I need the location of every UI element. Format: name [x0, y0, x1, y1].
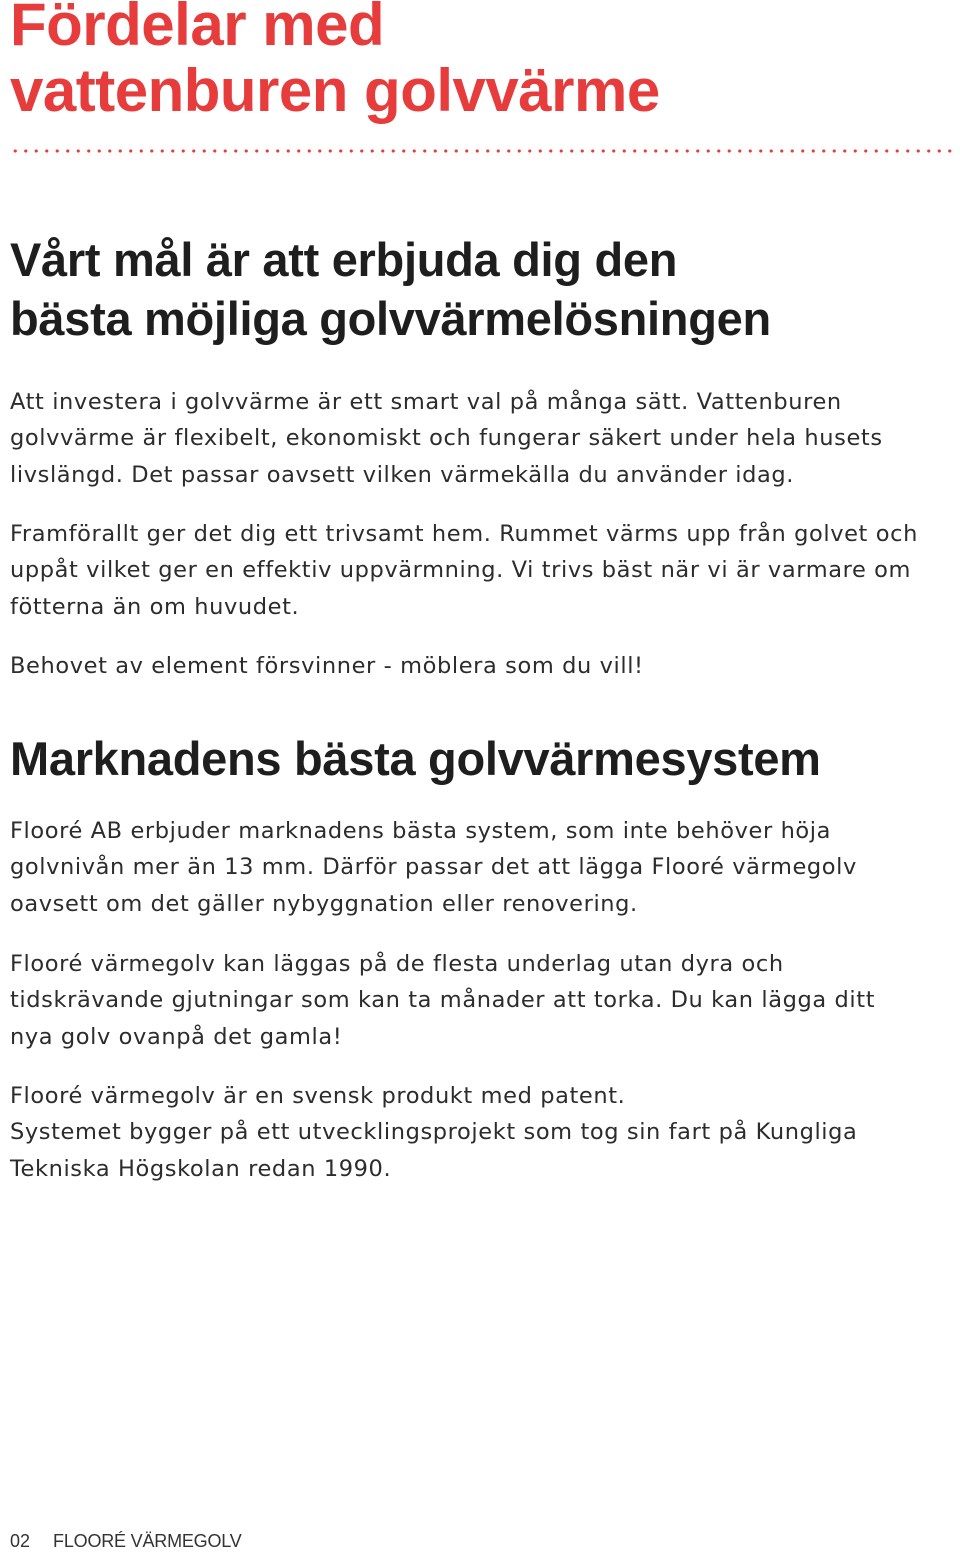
paragraph-line: livslängd. Det passar oavsett vilken värmekälla du använder idag.: [10, 461, 795, 488]
paragraph-line: Flooré värmegolv är en svensk produkt med patent.: [10, 1083, 626, 1109]
paragraph-line: golvvärme är flexibelt, ekonomiskt och fungerar säkert under hela husets: [10, 425, 883, 452]
paragraph-line: Flooré värmegolv kan läggas på de flesta underlag utan dyra och: [10, 951, 784, 977]
paragraph-comfort: [10, 516, 918, 625]
paragraph-line: oavsett om det gäller nybyggnation eller renovering.: [10, 890, 638, 917]
heading-line: bästa möjliga golvvärmelösningen: [10, 292, 771, 345]
paragraph-line: Flooré AB erbjuder marknadens bästa system, som inte behöver höja: [10, 818, 832, 844]
paragraph-line: nya golv ovanpå det gamla!: [10, 1023, 343, 1050]
page-number: 02: [10, 1531, 31, 1551]
paragraph-floore-system: [10, 813, 857, 922]
paragraph-investment: [10, 384, 883, 493]
heading-line: Vårt mål är att erbjuda dig den: [10, 233, 678, 286]
paragraph-line: Systemet bygger på ett utvecklingsprojekt som tog sin fart på Kungliga: [10, 1119, 858, 1146]
paragraph-line: Behovet av element försvinner - möblera som du vill!: [10, 653, 644, 679]
paragraph-line: uppåt vilket ger en effektiv uppvärmning. Vi trivs bäst när vi är varmare om: [10, 557, 912, 584]
paragraph-furnishing: [10, 648, 644, 684]
paragraph-installation: [10, 946, 875, 1055]
section-heading-system: Marknadens bästa golvvärmesystem: [10, 732, 821, 785]
paragraph-line: Tekniska Högskolan redan 1990.: [10, 1155, 392, 1182]
page-title-line: Fördelar med: [10, 0, 385, 58]
page-title: [10, 0, 950, 124]
dotted-divider: [10, 148, 952, 154]
paragraph-patent: [10, 1078, 857, 1187]
paragraph-line: golvnivån mer än 13 mm. Därför passar det att lägga Flooré värmegolv: [10, 854, 857, 881]
page-footer: [10, 1530, 242, 1552]
paragraph-line: tidskrävande gjutningar som kan ta månader att torka. Du kan lägga ditt: [10, 987, 876, 1014]
section-heading-goal: [10, 230, 950, 348]
paragraph-line: Framförallt ger det dig ett trivsamt hem. Rummet värms upp från golvet och: [10, 521, 918, 547]
paragraph-line: Att investera i golvvärme är ett smart val på många sätt. Vattenburen: [10, 389, 842, 415]
footer-brand: FLOORÉ VÄRMEGOLV: [53, 1531, 242, 1551]
paragraph-line: fötterna än om huvudet.: [10, 593, 300, 620]
page-title-line: vattenburen golvvärme: [10, 57, 660, 124]
